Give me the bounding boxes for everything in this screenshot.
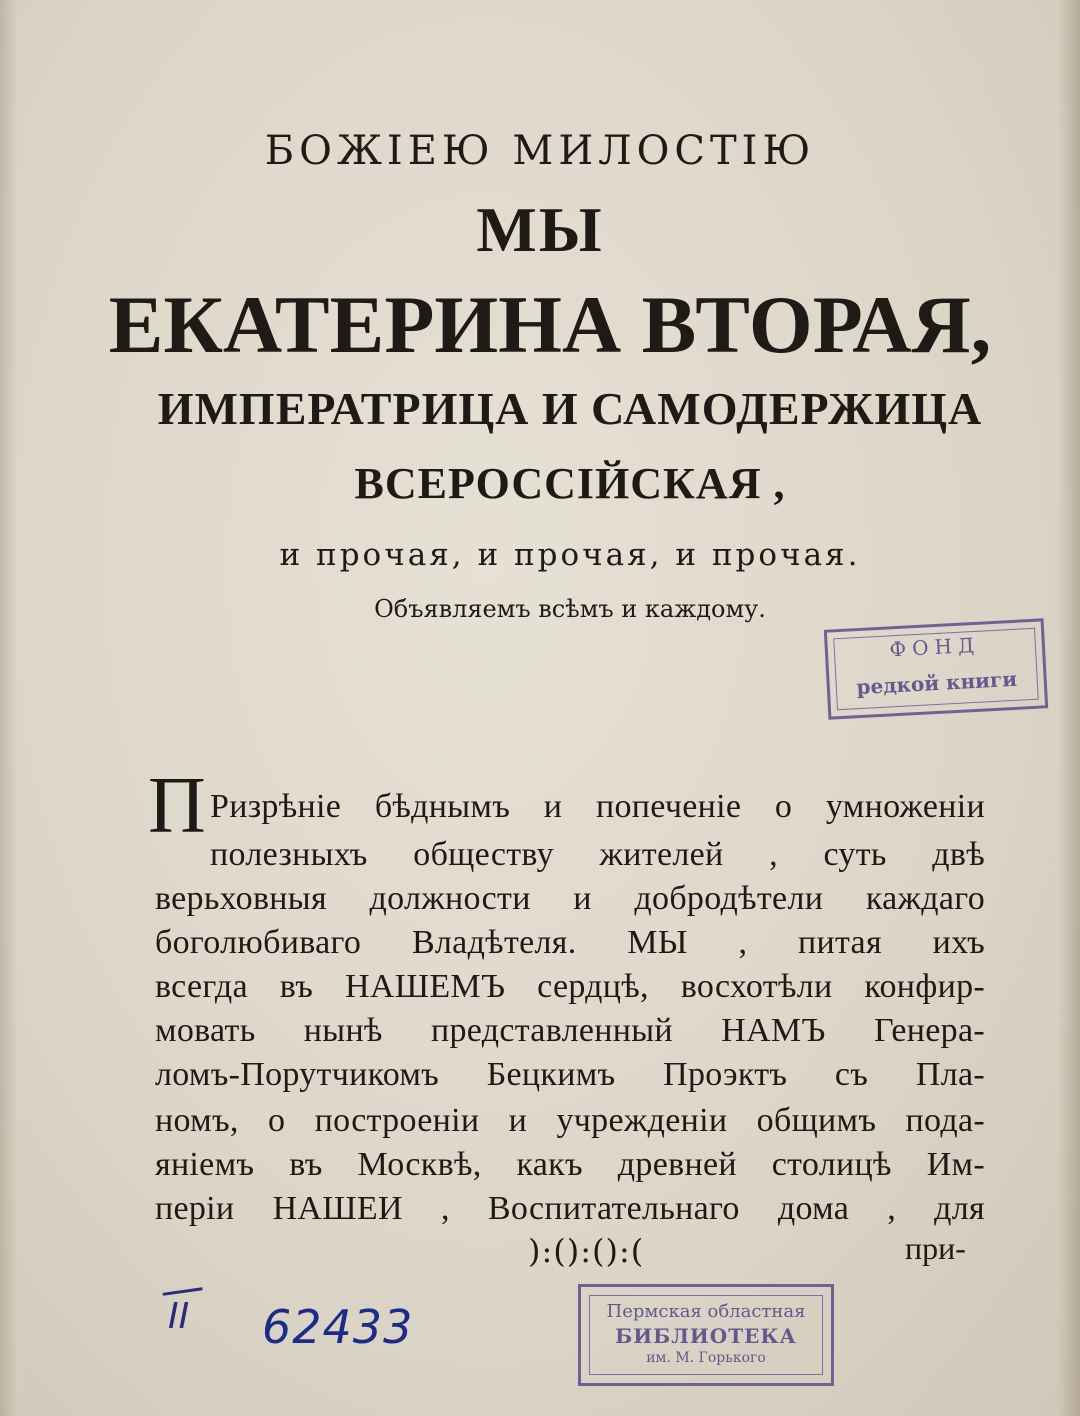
body-line: Ризрѣніе бѣднымъ и попеченіе о умноженіи [210,788,985,825]
heading-line-1: БОЖІЕЮ МИЛОСТІЮ [264,128,816,174]
body-line: номъ, о построеніи и учрежденіи общимъ пода- [155,1102,985,1139]
shelf-mark: II [168,1296,190,1337]
body-line: мовать нынѣ представленный НАМЪ Генера- [155,1012,985,1049]
heading-line-5: ВСЕРОССІЙСКАЯ , [354,459,786,508]
body-line: верьховныя должности и добродѣтели каждаго [155,880,985,917]
fond-stamp-line-1: ФОНД [888,632,981,662]
body-line: періи НАШЕИ , Воспитательнаго дома , для [155,1190,985,1227]
body-line: полезныхъ обществу жителей , суть двѣ [210,836,985,873]
fond-stamp [824,618,1048,719]
body-line: всегда въ НАШЕМЪ сердцѣ, восхотѣли конфир- [155,968,985,1005]
fond-stamp-line-2: редкой книги [855,666,1018,700]
drop-cap: П [148,762,206,850]
heading-line-6: и прочая, и прочая, и прочая. [279,537,861,573]
heading-line-4: ИМПЕРАТРИЦА И САМОДЕРЖИЦА [157,383,983,434]
catchword: при- [905,1230,966,1266]
library-stamp [578,1284,834,1386]
page-ornament: ):():():( [528,1232,645,1270]
heading-line-2: МЫ [476,194,604,265]
heading-line-3: ЕКАТЕРИНА ВТОРАЯ, [108,279,992,370]
heading-line-7: Объявляемъ всѣмъ и каждому. [374,595,766,623]
body-line: яніемъ въ Москвѣ, какъ древней столицѣ Им- [155,1146,985,1183]
library-stamp-line-1: Пермская областная [606,1301,806,1322]
library-stamp-line-2: БИБЛИОТЕКА [615,1324,797,1348]
body-line: ломъ-Порутчикомъ Бецкимъ Проэктъ съ Пла- [155,1056,985,1093]
inventory-number: 62433 [262,1300,414,1354]
body-line: боголюбиваго Владѣтеля. МЫ , питая ихъ [155,924,985,961]
library-stamp-line-3: им. М. Горького [646,1350,766,1366]
